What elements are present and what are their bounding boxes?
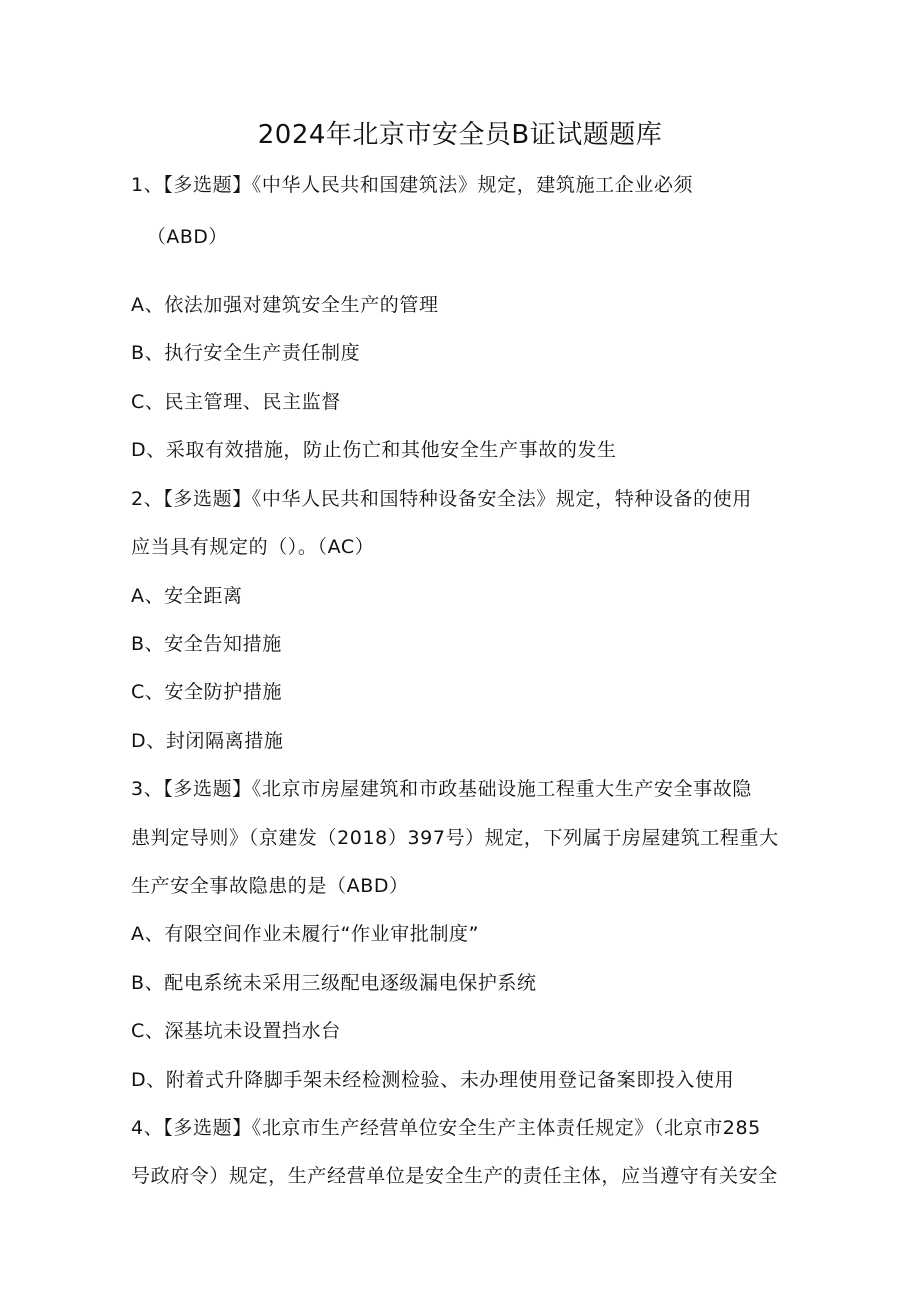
question-4-stem-line-2: 号政府令）规定，生产经营单位是安全生产的责任主体，应当遵守有关安全 (131, 1165, 778, 1187)
question-3-stem-line-2: 患判定导则》（京建发（2018）397号）规定，下列属于房屋建筑工程重大 (131, 827, 779, 849)
question-1-option-a: A、依法加强对建筑安全生产的管理 (131, 294, 439, 316)
question-3-option-c: C、深基坑未设置挡水台 (131, 1020, 341, 1042)
question-2-option-a: A、安全距离 (131, 585, 243, 607)
question-4-stem-line-1: 4、【多选题】《北京市生产经营单位安全生产主体责任规定》（北京市285 (131, 1117, 761, 1139)
document-title: 2024年北京市安全员B证试题题库 (257, 120, 663, 150)
question-1-option-d: D、采取有效措施，防止伤亡和其他安全生产事故的发生 (131, 439, 617, 461)
question-2-stem-line-1: 2、【多选题】《中华人民共和国特种设备安全法》规定，特种设备的使用 (131, 488, 752, 510)
question-3-option-b: B、配电系统未采用三级配电逐级漏电保护系统 (131, 972, 537, 994)
question-3-option-d: D、附着式升降脚手架未经检测检验、未办理使用登记备案即投入使用 (131, 1069, 735, 1091)
question-1-stem-line-1: 1、【多选题】《中华人民共和国建筑法》规定，建筑施工企业必须 (131, 174, 694, 196)
question-2-option-d: D、封闭隔离措施 (131, 730, 284, 752)
question-2-stem-line-2: 应当具有规定的（）。（AC） (131, 536, 375, 558)
question-3-stem-line-3: 生产安全事故隐患的是（ABD） (131, 875, 409, 897)
question-1-option-c: C、民主管理、民主监督 (131, 391, 341, 413)
question-3-stem-line-1: 3、【多选题】《北京市房屋建筑和市政基础设施工程重大生产安全事故隐 (131, 778, 752, 800)
question-1-answer: （ABD） (147, 227, 228, 248)
question-2-option-c: C、安全防护措施 (131, 681, 283, 703)
question-3-option-a: A、有限空间作业未履行“作业审批制度” (131, 923, 480, 945)
question-1-option-b: B、执行安全生产责任制度 (131, 342, 361, 364)
question-2-option-b: B、安全告知措施 (131, 633, 282, 655)
